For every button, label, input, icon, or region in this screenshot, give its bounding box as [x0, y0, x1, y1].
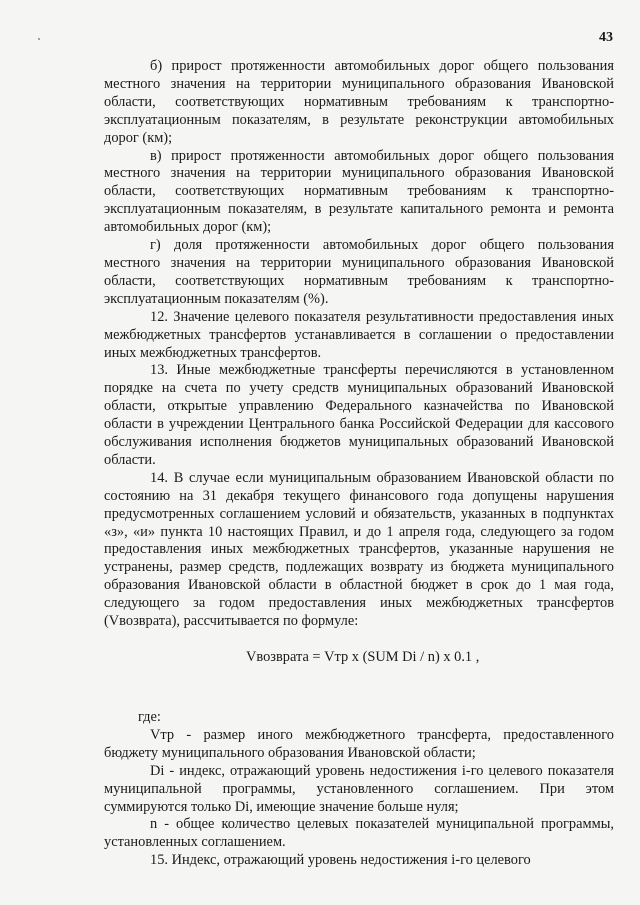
where-label: где:	[138, 709, 161, 725]
paragraph-15: 15. Индекс, отражающий уровень недостижения i-го целевого	[150, 852, 531, 869]
page-number: 43	[599, 30, 613, 45]
paragraph-b: б) прирост протяженности автомобильных дорог общего пользования местного значения на территории муниципального образования Ивановской области, соответствующих нормативным требованиям к транспортно-эксплуатационным показателям, в результате реконструкции автомобильных дорог (км);	[104, 58, 614, 146]
paragraph-v: в) прирост протяженности автомобильных дорог общего пользования местного значения на территории муниципального образования Ивановской области, соответствующих нормативным требованиям к транспортно-эксплуатационным показателям, в результате капитального ремонта и ремонта автомобильных дорог (км);	[104, 147, 614, 236]
paragraph-13: 13. Иные межбюджетные трансферты перечисляются в установленном порядке на счета по учету средств муниципальных образований Ивановской области, открытые управлению Федерального казначейства по Ивановской области в учреждении Центрального банка Российской Федерации для кассового обслуживания исполнения бюджетов муниципальных образований Ивановской области.	[104, 362, 614, 468]
definition-n: n - общее количество целевых показателей муниципальной программы, установленных соглашением.	[104, 816, 614, 851]
paragraph-12: 12. Значение целевого показателя результативности предоставления иных межбюджетных трансфертов устанавливается в соглашении о предоставлении иных межбюджетных трансфертов.	[104, 308, 614, 361]
document-body	[104, 58, 614, 870]
formula: Vвозврата = Vтр x (SUM Di / n) x 0.1 ,	[246, 649, 480, 665]
paragraph-14: 14. В случае если муниципальным образованием Ивановской области по состоянию на 31 декабря текущего финансового года допущены нарушения предусмотренных соглашением условий и обязательств, указанных в подпунктах «з», «и» пункта 10 настоящих Правил, и до 1 апреля года, следующего за годом предоставления иных межбюджетных трансфертов, указанные нарушения не устранены, размер средств, подлежащих возврату из бюджета муниципального образования Ивановской области в областной бюджет в срок до 1 мая года, следующего за годом предоставления иных межбюджетных трансфертов (Vвозврата), рассчитывается по формуле:	[104, 469, 614, 630]
definition-di: Di - индекс, отражающий уровень недостижения i-го целевого показателя муниципальной программы, установленного соглашением. При этом суммируются только Di, имеющие значение больше нуля;	[104, 762, 614, 815]
scan-speck	[38, 38, 40, 40]
definition-vtr: Vтр - размер иного межбюджетного трансферта, предоставленного бюджету муниципального образования Ивановской области;	[104, 726, 614, 761]
paragraph-g: г) доля протяженности автомобильных дорог общего пользования местного значения на территории муниципального образования Ивановской области, соответствующих нормативным требованиям к транспортно-эксплуатационным показателям (%).	[104, 237, 614, 307]
